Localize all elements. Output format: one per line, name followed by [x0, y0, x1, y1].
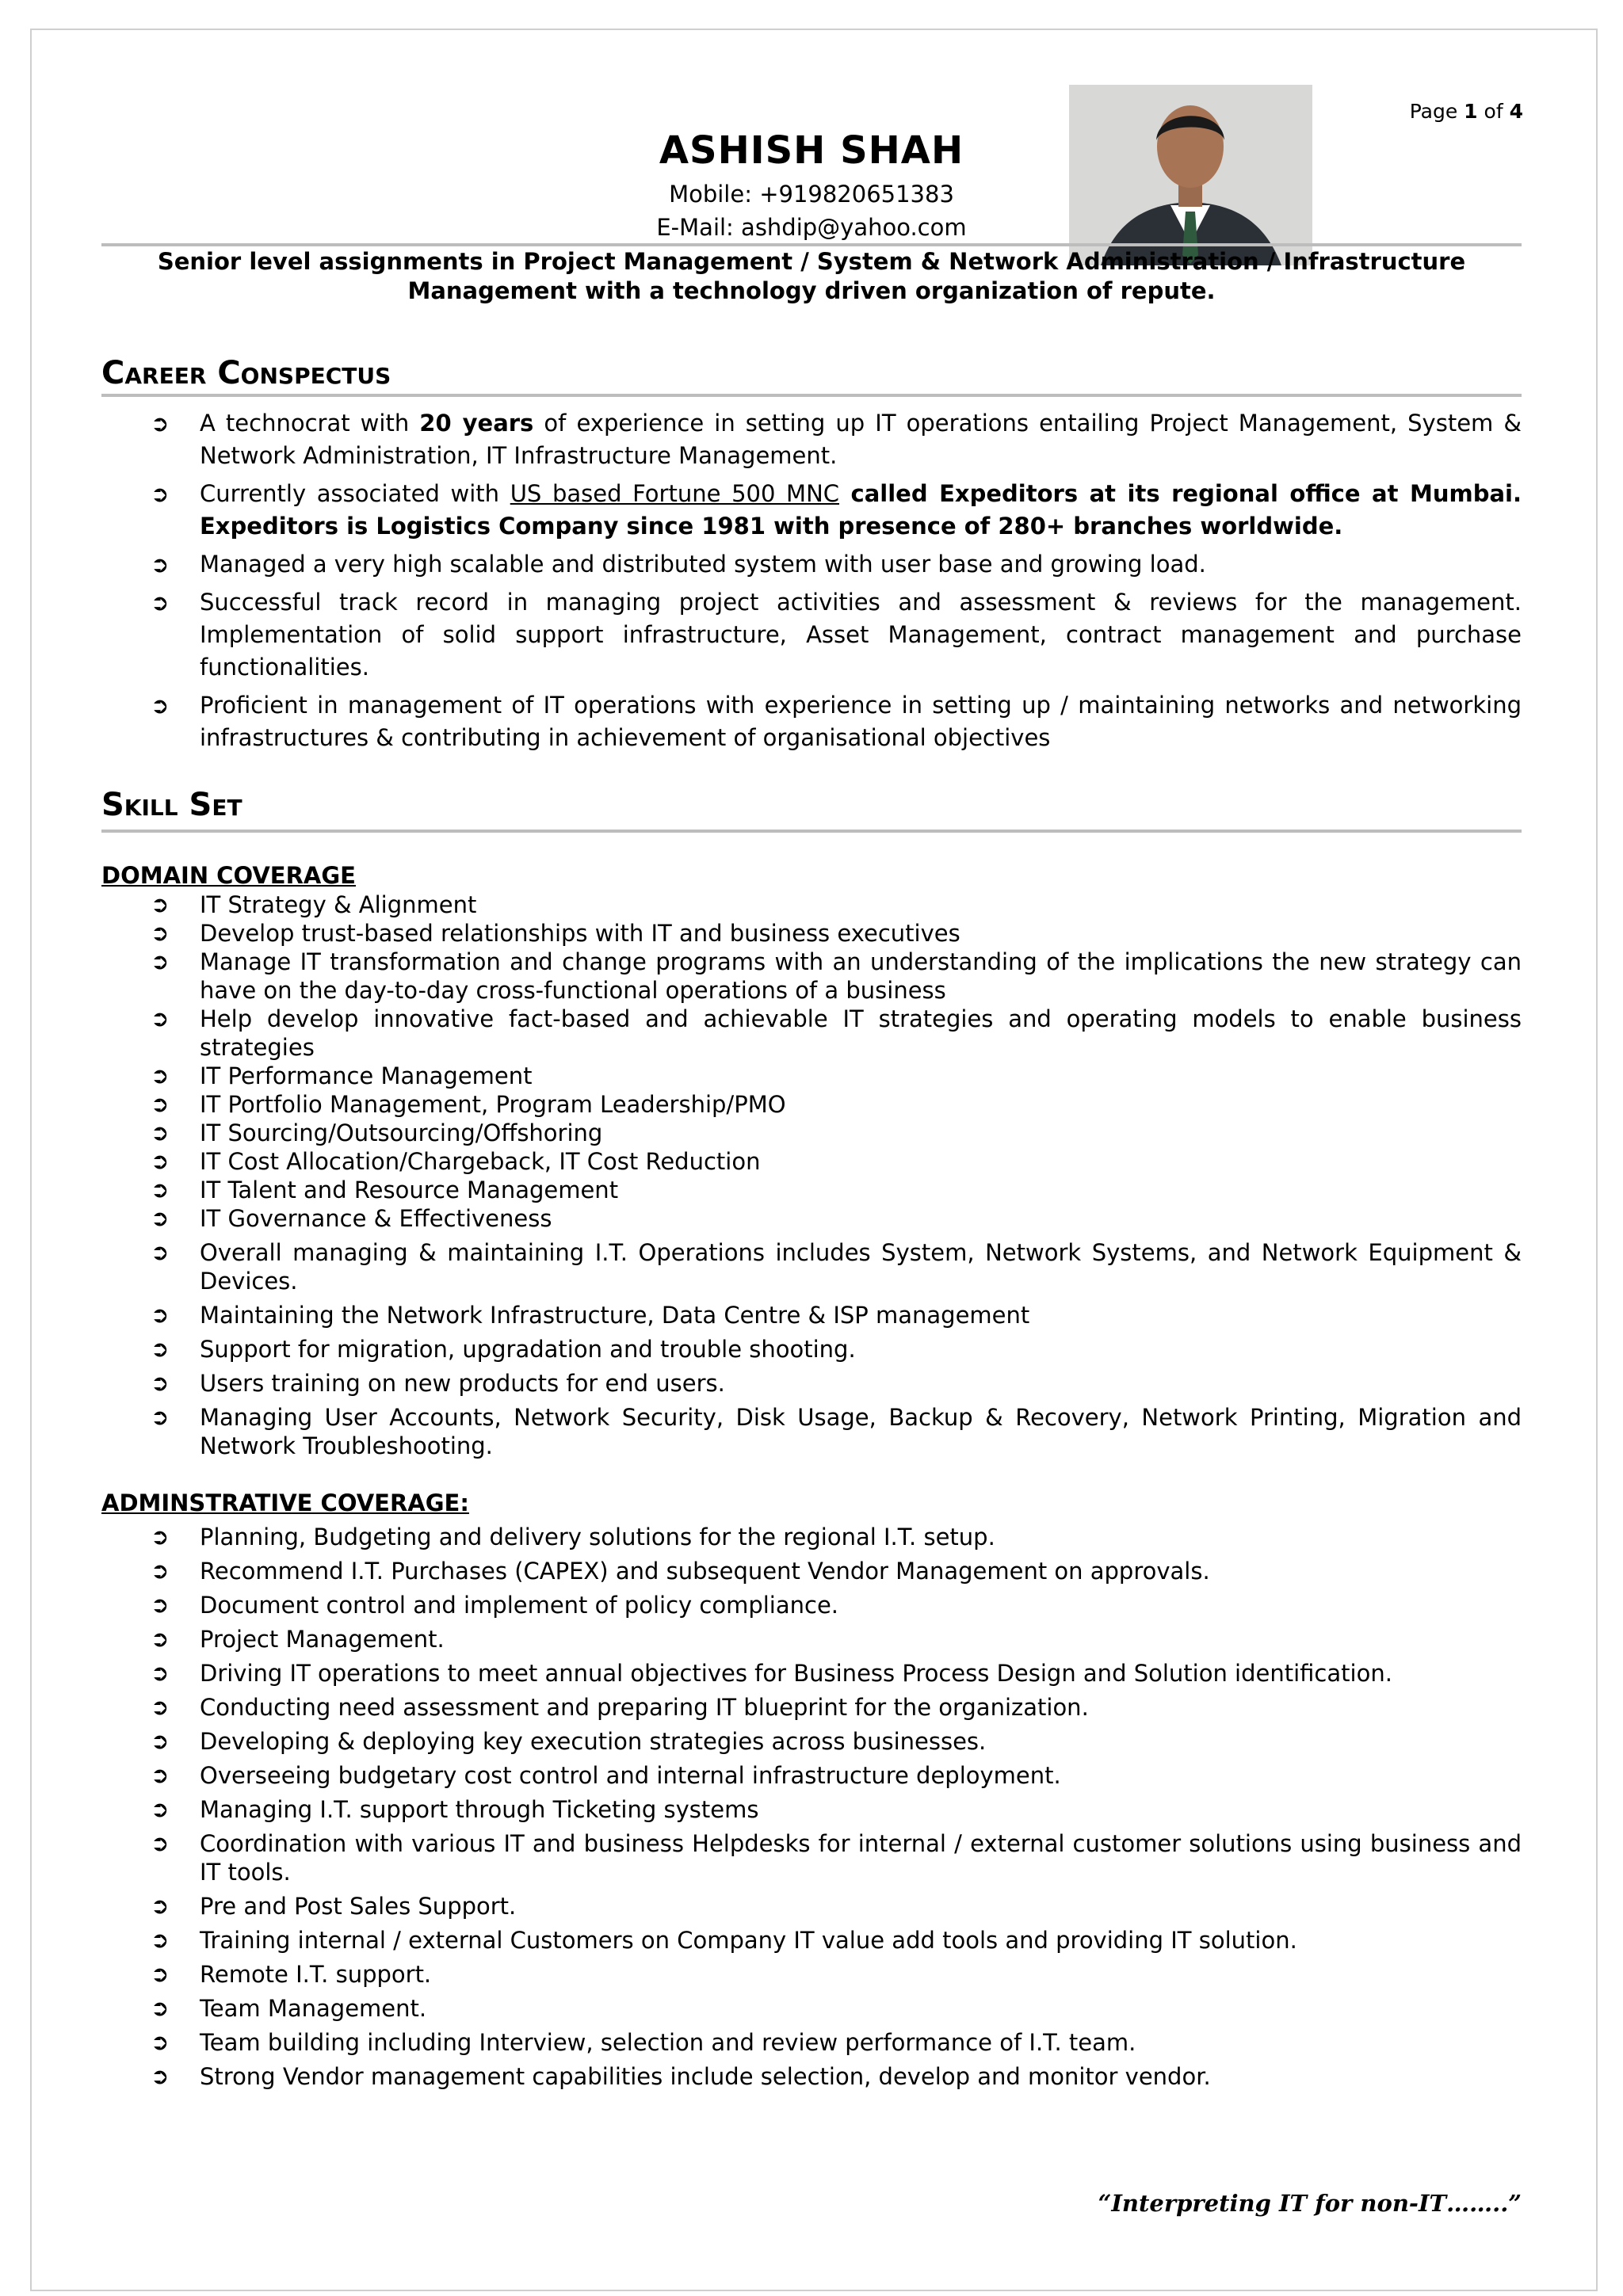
right-arrow-bullet-icon: ➲ [151, 948, 170, 974]
page-number: Page 1 of 4 [1409, 100, 1523, 123]
right-arrow-bullet-icon: ➲ [151, 1796, 170, 1822]
right-arrow-bullet-icon: ➲ [151, 1524, 170, 1550]
right-arrow-bullet-icon: ➲ [151, 1626, 170, 1652]
right-arrow-bullet-icon: ➲ [151, 410, 170, 437]
list-item: ➲ Project Management. [151, 1626, 445, 1653]
administrative-coverage-list [101, 1523, 1522, 2096]
right-arrow-bullet-icon: ➲ [151, 1148, 170, 1174]
right-arrow-bullet-icon: ➲ [151, 551, 170, 578]
list-item: ➲ Managing User Accounts, Network Security, Disk Usage, Backup & Recovery, Network Printing, Migration and Network Troubleshooting. [151, 1404, 1522, 1459]
right-arrow-bullet-icon: ➲ [151, 1062, 170, 1089]
list-item: ➲ Strong Vendor management capabilities include selection, develop and monitor vendor. [151, 2063, 1211, 2090]
right-arrow-bullet-icon: ➲ [151, 1119, 170, 1146]
list-item: ➲ Recommend I.T. Purchases (CAPEX) and subsequent Vendor Management on approvals. [151, 1558, 1210, 1585]
footer-motto: “Interpreting IT for non-IT……..” [1098, 2190, 1522, 2217]
mobile-number: Mobile: +919820651383 [669, 181, 954, 208]
list-item: ➲ Team Management. [151, 1995, 427, 2022]
right-arrow-bullet-icon: ➲ [151, 891, 170, 917]
domain-coverage-list [101, 891, 1522, 1466]
list-item: ➲ Support for migration, upgradation and trouble shooting. [151, 1336, 856, 1363]
right-arrow-bullet-icon: ➲ [151, 1302, 170, 1328]
right-arrow-bullet-icon: ➲ [151, 1762, 170, 1788]
right-arrow-bullet-icon: ➲ [151, 1370, 170, 1396]
right-arrow-bullet-icon: ➲ [151, 1205, 170, 1231]
right-arrow-bullet-icon: ➲ [151, 589, 170, 616]
list-item: ➲ IT Performance Management [151, 1062, 533, 1089]
list-item: ➲ Document control and implement of policy compliance. [151, 1592, 839, 1619]
list-item: ➲ Remote I.T. support. [151, 1961, 432, 1988]
right-arrow-bullet-icon: ➲ [151, 1336, 170, 1362]
right-arrow-bullet-icon: ➲ [151, 1558, 170, 1584]
list-item: ➲ IT Talent and Resource Management [151, 1177, 619, 1203]
list-item: ➲ Team building including Interview, selection and review performance of I.T. team. [151, 2029, 1136, 2056]
list-item: ➲ Proficient in management of IT operations with experience in setting up / maintaining networks and networking infrastructures & contributing in achievement of organisational objectives [101, 689, 1522, 754]
right-arrow-bullet-icon: ➲ [151, 2029, 170, 2055]
list-item: ➲ Planning, Budgeting and delivery solutions for the regional I.T. setup. [151, 1524, 995, 1550]
email-address: E-Mail: ashdip@yahoo.com [656, 214, 967, 241]
right-arrow-bullet-icon: ➲ [151, 1830, 170, 1856]
list-item: ➲ Maintaining the Network Infrastructure, Data Centre & ISP management [151, 1302, 1030, 1329]
right-arrow-bullet-icon: ➲ [151, 1995, 170, 2021]
list-item: ➲ Managed a very high scalable and distributed system with user base and growing load. [101, 548, 1522, 581]
administrative-coverage-heading: ADMINSTRATIVE COVERAGE: [101, 1489, 469, 1516]
right-arrow-bullet-icon: ➲ [151, 1660, 170, 1686]
list-item: ➲ IT Portfolio Management, Program Leadership/PMO [151, 1091, 786, 1118]
right-arrow-bullet-icon: ➲ [151, 1728, 170, 1754]
section-title-skills: Skill Set [101, 787, 242, 823]
right-arrow-bullet-icon: ➲ [151, 1927, 170, 1953]
domain-coverage-heading: DOMAIN COVERAGE [101, 862, 356, 889]
right-arrow-bullet-icon: ➲ [151, 1893, 170, 1919]
right-arrow-bullet-icon: ➲ [151, 1239, 170, 1265]
right-arrow-bullet-icon: ➲ [151, 692, 170, 719]
right-arrow-bullet-icon: ➲ [151, 1961, 170, 1987]
list-item: ➲ Overseeing budgetary cost control and internal infrastructure deployment. [151, 1762, 1061, 1789]
right-arrow-bullet-icon: ➲ [151, 1005, 170, 1032]
candidate-name: ASHISH SHAH [659, 128, 964, 173]
right-arrow-bullet-icon: ➲ [151, 2063, 170, 2089]
right-arrow-bullet-icon: ➲ [151, 1404, 170, 1430]
section-title-career: Career Conspectus [101, 355, 391, 391]
list-item: ➲ Overall managing & maintaining I.T. Operations includes System, Network Systems, and Network Equipment & Devices. [151, 1239, 1522, 1295]
list-item: ➲ Currently associated with US based Fortune 500 MNC called Expeditors at its regional office at Mumbai. Expeditors is Logistics Company since 1981 with presence of 280+ branches worldwide. [101, 478, 1522, 543]
right-arrow-bullet-icon: ➲ [151, 1694, 170, 1720]
list-item: ➲ A technocrat with 20 years of experience in setting up IT operations entailing Project Management, System & Network Administration, IT Infrastructure Management. [101, 407, 1522, 472]
list-item: ➲ Successful track record in managing project activities and assessment & reviews for the management. Implementation of solid support infrastructure, Asset Management, contract management and purchase functionalities. [101, 586, 1522, 684]
right-arrow-bullet-icon: ➲ [151, 1592, 170, 1618]
list-item: ➲ IT Governance & Effectiveness [151, 1205, 552, 1232]
career-objective: Senior level assignments in Project Management / System & Network Administration / Infrastructure Management with a technology driven organization of repute. [157, 248, 1466, 304]
list-item: ➲ Managing I.T. support through Ticketing systems [151, 1796, 759, 1823]
list-item: ➲ IT Strategy & Alignment [151, 891, 477, 918]
list-item: ➲ Developing & deploying key execution strategies across businesses. [151, 1728, 987, 1755]
list-item: ➲ Help develop innovative fact-based and achievable IT strategies and operating models to enable business strategies [151, 1005, 1522, 1061]
list-item: ➲ Develop trust-based relationships with IT and business executives [151, 920, 960, 947]
list-item: ➲ Driving IT operations to meet annual objectives for Business Process Design and Solution identification. [151, 1660, 1392, 1687]
header-divider [101, 243, 1522, 246]
right-arrow-bullet-icon: ➲ [151, 481, 170, 507]
list-item: ➲ Conducting need assessment and preparing IT blueprint for the organization. [151, 1694, 1089, 1721]
right-arrow-bullet-icon: ➲ [151, 1177, 170, 1203]
right-arrow-bullet-icon: ➲ [151, 920, 170, 946]
list-item: ➲ Coordination with various IT and business Helpdesks for internal / external customer solutions using business and IT tools. [151, 1830, 1522, 1886]
list-item: ➲ Pre and Post Sales Support. [151, 1893, 517, 1920]
right-arrow-bullet-icon: ➲ [151, 1091, 170, 1117]
skills-divider [101, 830, 1522, 833]
list-item: ➲ Users training on new products for end users. [151, 1370, 725, 1397]
list-item: ➲ Training internal / external Customers on Company IT value add tools and providing IT solution. [151, 1927, 1297, 1954]
list-item: ➲ IT Cost Allocation/Chargeback, IT Cost Reduction [151, 1148, 761, 1175]
career-divider [101, 394, 1522, 397]
list-item: ➲ Manage IT transformation and change programs with an understanding of the implications the new strategy can have on the day-to-day cross-functional operations of a business [151, 948, 1522, 1004]
list-item: ➲ IT Sourcing/Outsourcing/Offshoring [151, 1119, 603, 1146]
career-list [101, 407, 1522, 754]
